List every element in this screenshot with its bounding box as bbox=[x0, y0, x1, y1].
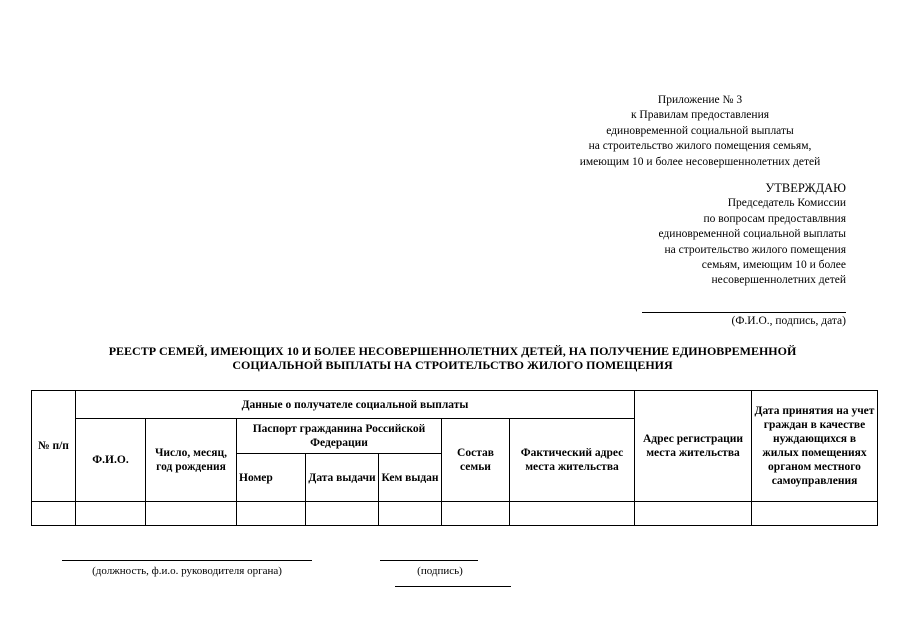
table-cell bbox=[306, 502, 379, 526]
registry-table bbox=[31, 390, 878, 526]
header-family: Состав семьи bbox=[442, 419, 510, 502]
header-passport-group: Паспорт гражданина Российской Федерации bbox=[237, 419, 442, 454]
header-recipient-group: Данные о получателе социальной выплаты bbox=[76, 391, 635, 419]
table-cell bbox=[237, 502, 306, 526]
title-line-2: СОЦИАЛЬНОЙ ВЫПЛАТЫ НА СТРОИТЕЛЬСТВО ЖИЛОГО ПОМЕЩЕНИЯ bbox=[232, 358, 673, 372]
appendix-line: имеющим 10 и более несовершеннолетних детей bbox=[579, 155, 821, 168]
position-caption: (должность, ф.и.о. руководителя органа) bbox=[92, 565, 282, 577]
approval-line: несовершеннолетних детей bbox=[711, 274, 846, 287]
appendix-line: к Правилам предоставления bbox=[630, 109, 770, 122]
table-cell bbox=[146, 502, 237, 526]
appendix-line: Приложение № 3 bbox=[657, 94, 743, 106]
position-signature-line bbox=[62, 560, 312, 561]
approval-heading: УТВЕРЖДАЮ bbox=[765, 181, 846, 195]
approval-signature-line bbox=[642, 312, 846, 313]
approval-block bbox=[560, 181, 846, 289]
header-issue-date: Дата выдачи bbox=[306, 454, 379, 502]
header-registration-date: Дата принятия на учет граждан в качестве нуждающихся в жилых помещениях органом местного самоуправления bbox=[752, 391, 878, 502]
title-line-1: РЕЕСТР СЕМЕЙ, ИМЕЮЩИХ 10 И БОЛЕЕ НЕСОВЕРШЕННОЛЕТНИХ ДЕТЕЙ, НА ПОЛУЧЕНИЕ ЕДИНОВРЕМЕННОЙ bbox=[108, 344, 797, 358]
header-fio: Ф.И.О. bbox=[76, 419, 146, 502]
table-cell bbox=[379, 502, 442, 526]
date-line bbox=[395, 586, 511, 587]
header-issued-by: Кем выдан bbox=[379, 454, 442, 502]
table-row bbox=[32, 502, 878, 526]
header-number: № п/п bbox=[32, 391, 76, 502]
approval-line: по вопросам предоставлвния bbox=[703, 212, 846, 225]
header-passport-number: Номер bbox=[237, 454, 306, 502]
appendix-block bbox=[520, 93, 880, 170]
header-birth-date: Число, месяц, год рождения bbox=[146, 419, 237, 502]
table-cell bbox=[76, 502, 146, 526]
approval-signature-caption: (Ф.И.О., подпись, дата) bbox=[731, 315, 846, 327]
appendix-line: единовременной социальной выплаты bbox=[606, 124, 794, 137]
signature-line bbox=[380, 560, 478, 561]
table-cell bbox=[510, 502, 635, 526]
approval-line: семьям, имеющим 10 и более bbox=[701, 259, 846, 272]
approval-line: Председатель Комиссии bbox=[727, 197, 846, 210]
appendix-line: на строительство жилого помещения семьям, bbox=[588, 140, 812, 153]
approval-line: единовременной социальной выплаты bbox=[658, 228, 846, 241]
document-title bbox=[40, 344, 865, 372]
table-cell bbox=[752, 502, 878, 526]
header-registration-address: Адрес регистрации места жительства bbox=[635, 391, 752, 502]
table-cell bbox=[32, 502, 76, 526]
header-actual-address: Фактический адрес места жительства bbox=[510, 419, 635, 502]
approval-line: на строительство жилого помещения bbox=[664, 243, 846, 256]
table-cell bbox=[442, 502, 510, 526]
signature-caption: (подпись) bbox=[417, 565, 463, 577]
table-cell bbox=[635, 502, 752, 526]
